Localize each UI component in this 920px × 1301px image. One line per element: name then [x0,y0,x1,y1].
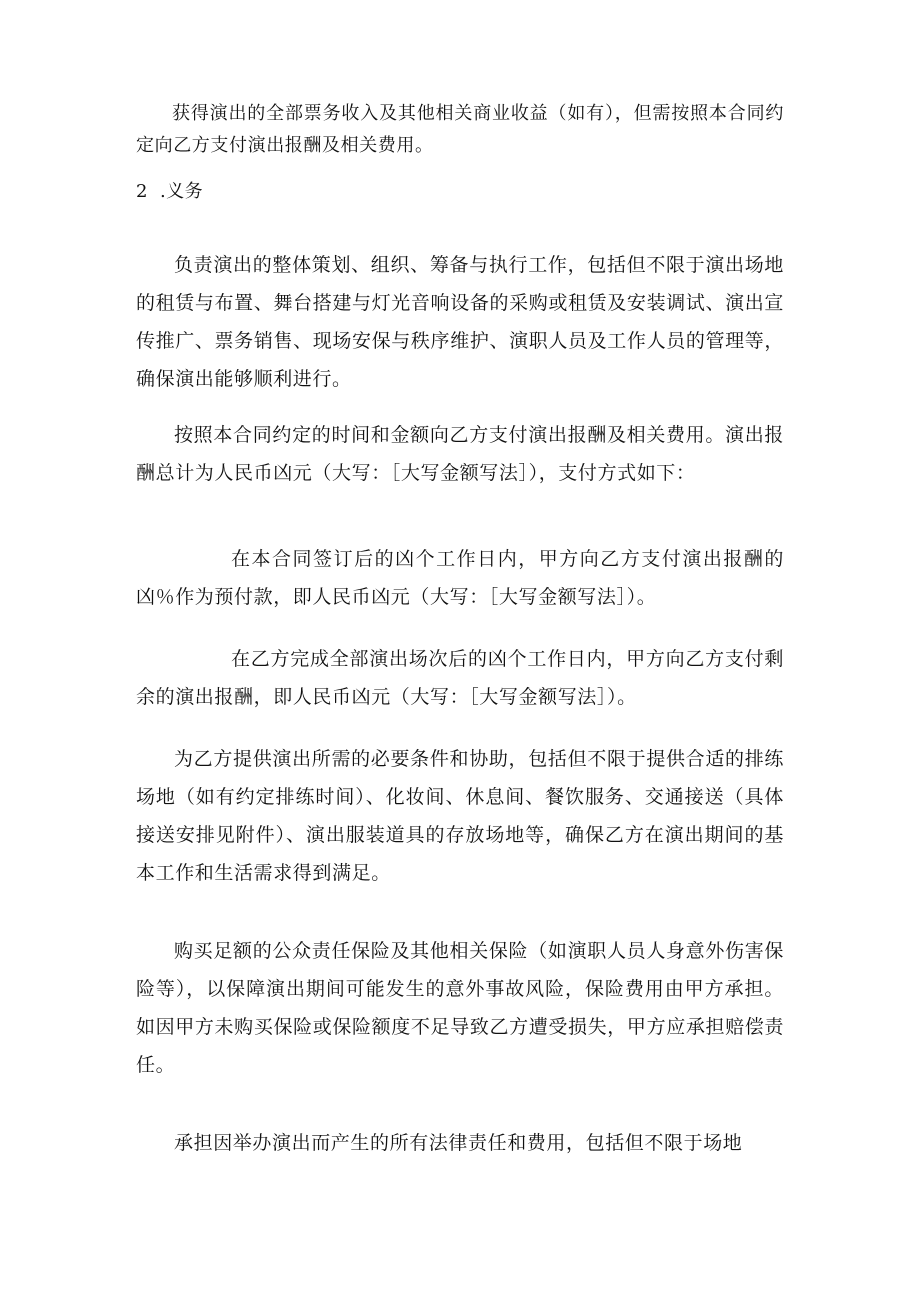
section-heading [136,176,203,208]
paragraph-balance-payment: 在乙方完成全部演出场次后的凶个工作日内，甲方向乙方支付剩余的演出报酬，即人民币凶元（大写：［大写金额写法］）。 [136,648,784,708]
section-number: 2 [136,181,148,202]
paragraph-planning-duty: 负责演出的整体策划、组织、筹备与执行工作，包括但不限于演出场地的租赁与布置、舞台搭建与灯光音响设备的采购或租赁及安装调试、演出宣传推广、票务销售、现场安保与秩序维护、演职人员及工作人员的管理等，确保演出能够顺利进行。 [136,254,784,390]
paragraph-payment-duty: 按照本合同约定的时间和金额向乙方支付演出报酬及相关费用。演出报酬总计为人民币凶元（大写：［大写金额写法］），支付方式如下： [136,424,784,484]
paragraph-legal-liability: 承担因举办演出而产生的所有法律责任和费用，包括但不限于场地 [174,1132,743,1154]
paragraph-insurance-duty: 购买足额的公众责任保险及其他相关保险（如演职人员人身意外伤害保险等），以保障演出期间可能发生的意外事故风险，保险费用由甲方承担。如因甲方未购买保险或保险额度不足导致乙方遭受损失，甲方应承担赔偿责任。 [136,940,784,1076]
section-title: .义务 [159,181,204,202]
paragraph-revenue-rights: 获得演出的全部票务收入及其他相关商业收益（如有），但需按照本合同约定向乙方支付演出报酬及相关费用。 [136,103,784,156]
paragraph-support-duty: 为乙方提供演出所需的必要条件和协助，包括但不限于提供合适的排练场地（如有约定排练时间）、化妆间、休息间、餐饮服务、交通接送（具体接送安排见附件）、演出服装道具的存放场地等，确保乙方在演出期间的基本工作和生活需求得到满足。 [136,748,784,884]
paragraph-advance-payment: 在本合同签订后的凶个工作日内，甲方向乙方支付演出报酬的凶％作为预付款，即人民币凶元（大写：［大写金额写法］）。 [136,548,784,608]
